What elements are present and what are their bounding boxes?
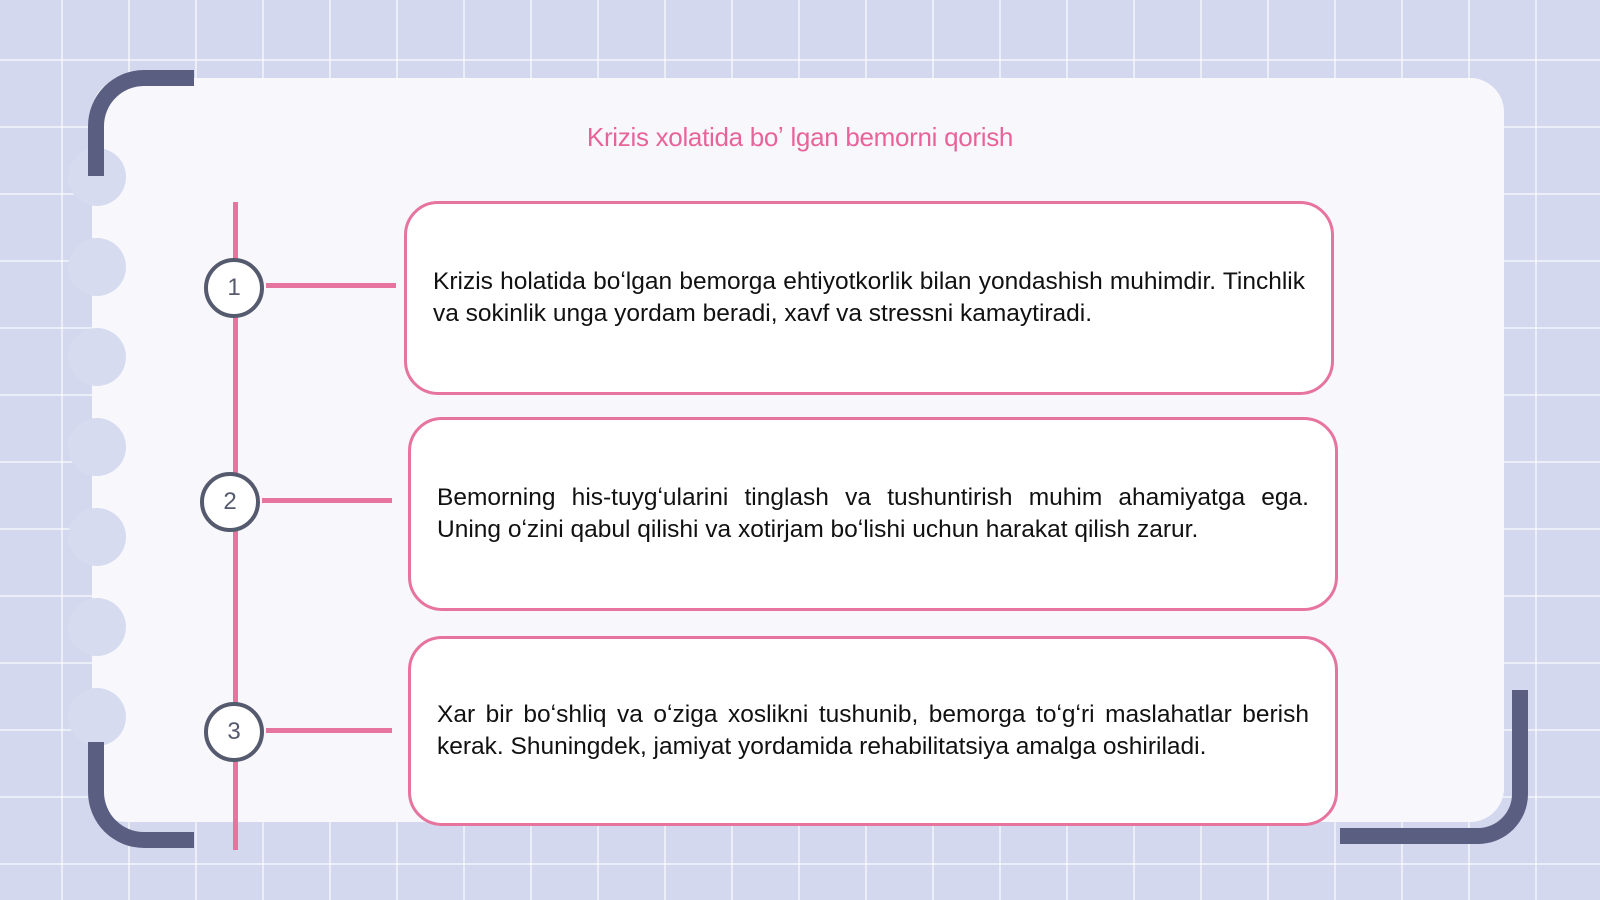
step-text: Xar bir boʻshliq va oʻziga xoslikni tushunib, bemorga toʻgʻri maslahatlar berish kerak. Shuningdek, jamiyat yordamida rehabilitatsiya amalga oshiriladi. bbox=[437, 701, 1309, 760]
binding-hole bbox=[68, 688, 126, 746]
step-number-badge: 1 bbox=[204, 258, 264, 318]
step-number-badge: 2 bbox=[200, 472, 260, 532]
binding-hole bbox=[68, 508, 126, 566]
step-card bbox=[408, 417, 1338, 611]
binding-hole bbox=[68, 598, 126, 656]
timeline-connector bbox=[262, 498, 392, 503]
timeline-connector bbox=[266, 728, 392, 733]
step-card bbox=[404, 201, 1334, 395]
corner-bracket-bottom-left bbox=[88, 742, 194, 848]
step-card bbox=[408, 636, 1338, 826]
binding-hole bbox=[68, 418, 126, 476]
binding-hole bbox=[68, 238, 126, 296]
binding-hole bbox=[68, 328, 126, 386]
step-number-badge: 3 bbox=[204, 702, 264, 762]
timeline-connector bbox=[266, 283, 396, 288]
corner-bracket-bottom-right bbox=[1340, 690, 1528, 844]
step-text: Krizis holatida boʻlgan bemorga ehtiyotkorlik bilan yondashish muhimdir. Tinchlik va sokinlik unga yordam beradi, xavf va stressni kamaytiradi. bbox=[433, 268, 1305, 327]
step-text: Bemorning his-tuygʻularini tinglash va tushuntirish muhim ahamiyatga ega. Uning oʻzini qabul qilishi va xotirjam boʻlishi uchun harakat qilish zarur. bbox=[437, 484, 1309, 543]
slide-title: Krizis xolatida boʼ lgan bemorni qorish bbox=[586, 122, 1014, 152]
